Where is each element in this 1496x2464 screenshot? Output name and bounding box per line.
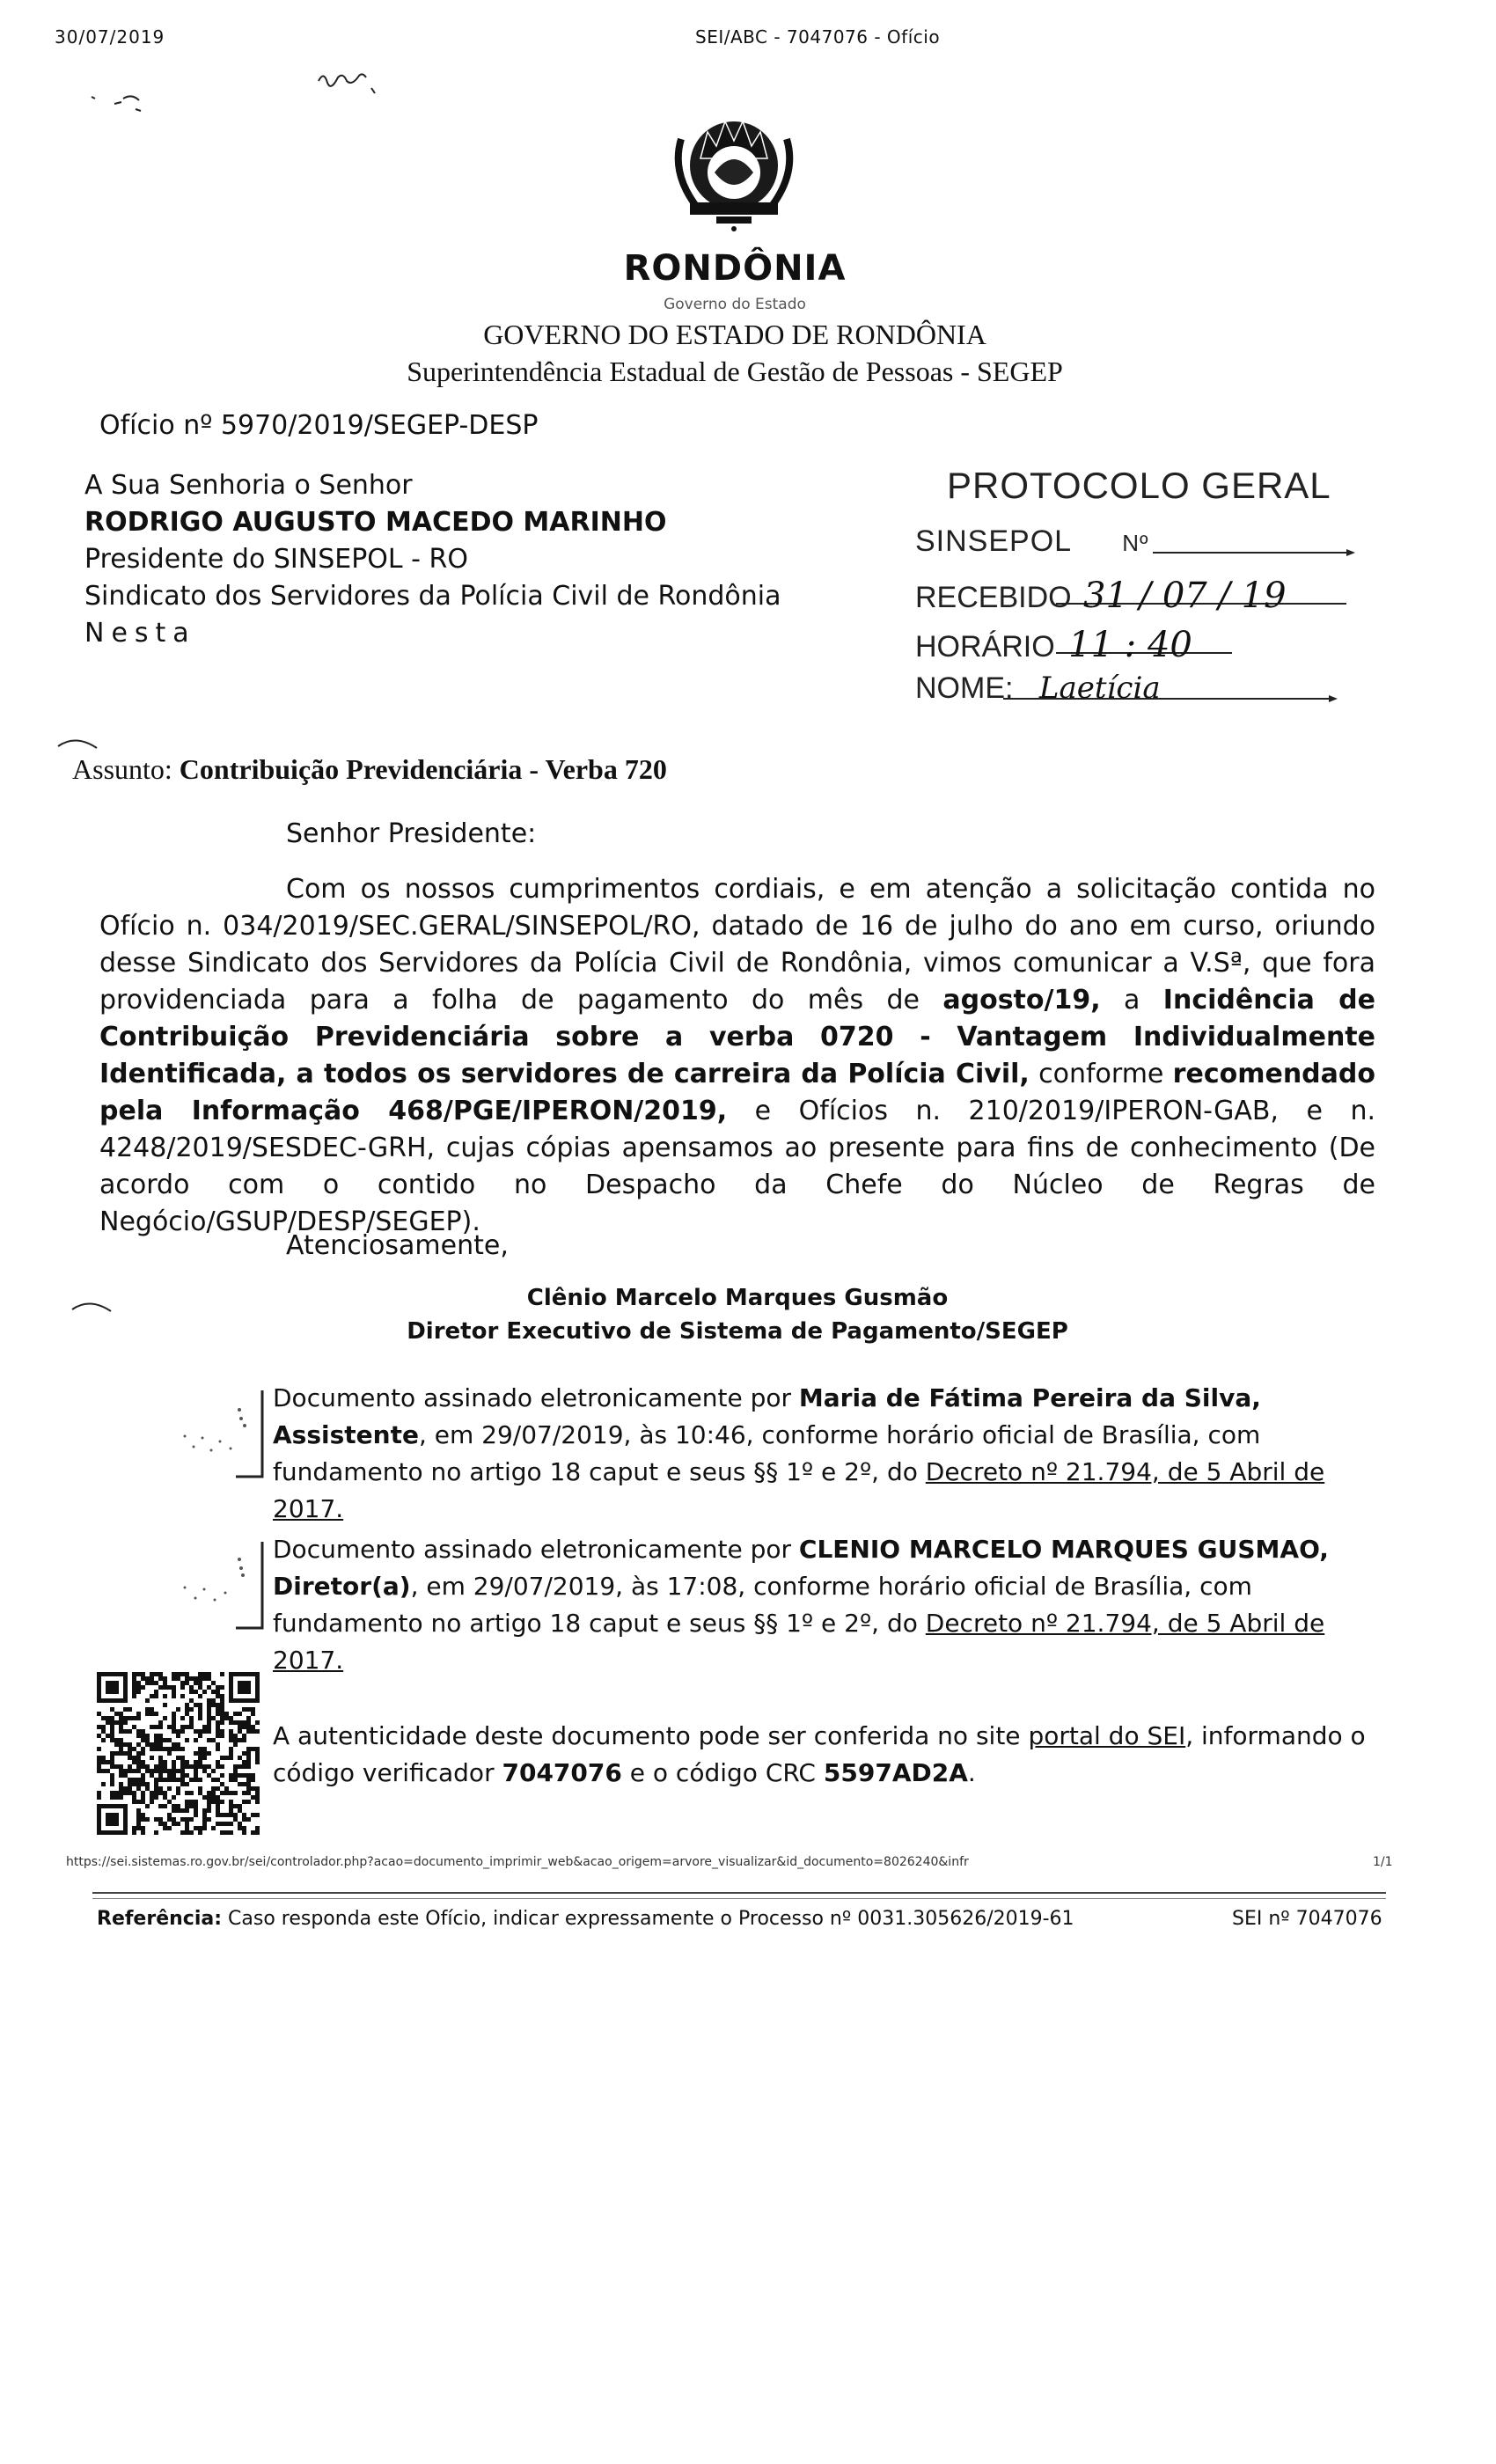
sei-portal-link[interactable]: portal do SEI xyxy=(1028,1721,1186,1750)
esig-text: Documento assinado eletronicamente por xyxy=(273,1535,799,1564)
stamp-received-value: 31 / 07 / 19 xyxy=(1083,576,1287,616)
print-page-number: 1/1 xyxy=(1373,1855,1393,1869)
body-emphasis: agosto/19, xyxy=(942,985,1101,1016)
reference-note xyxy=(97,1908,1074,1930)
stamp-received-line xyxy=(915,576,1287,616)
body-text: Com os nossos cumprimentos cordiais, e em atenção a solicitação contida no Ofício n. 034/2019/SEC.GERAL/SINSEPOL/RO, datado de 16 de julho do ano em curso, oriundo desse Sindicato dos Servidores da Polícia Civil de Rondônia, vimos comunicar a V.Sª, que fora providenciada para a folha de pagamento do mês de xyxy=(99,874,1375,1016)
stamp-time-line xyxy=(915,625,1192,665)
auth-text: . xyxy=(967,1758,976,1787)
agency-title: Superintendência Estadual de Gestão de Pessoas - SEGEP xyxy=(407,356,1063,387)
esig-signer: Maria de Fátima Pereira da Silva, Assistente xyxy=(273,1383,1261,1449)
government-title: GOVERNO DO ESTADO DE RONDÔNIA xyxy=(483,319,986,350)
footer-divider xyxy=(92,1898,1386,1899)
closing: Atenciosamente, xyxy=(286,1230,509,1261)
qr-code-icon xyxy=(97,1672,260,1835)
footer-divider xyxy=(92,1892,1386,1894)
stamp-time-label: HORÁRIO xyxy=(915,630,1055,664)
sei-number: SEI nº 7047076 xyxy=(1232,1908,1382,1930)
stamp-org-line xyxy=(915,524,1149,559)
body-emphasis: Incidência de Contribuição Previdenciária sobre a verba 0720 - Vantagem Individualmente Identificada, a todos os servidores de carreira da Polícia Civil, xyxy=(99,985,1375,1089)
coat-of-arms-icon xyxy=(664,104,804,236)
addressee-name: RODRIGO AUGUSTO MACEDO MARINHO xyxy=(84,507,667,538)
pen-mark xyxy=(55,734,107,752)
state-logo-text: RONDÔNIA xyxy=(623,248,847,289)
body-text: a xyxy=(1100,985,1163,1016)
addressee-organization: Sindicato dos Servidores da Polícia Civil de Rondônia xyxy=(84,581,781,612)
stamp-received-label: RECEBIDO xyxy=(915,581,1072,614)
stamp-name-value: Laetícia xyxy=(1038,671,1161,706)
body-paragraph xyxy=(99,871,1375,1241)
stamp-org-label: SINSEPOL xyxy=(915,524,1071,558)
stamp-name-label: NOME: xyxy=(915,671,1014,705)
print-date: 30/07/2019 xyxy=(55,26,165,48)
esig-text: Documento assinado eletronicamente por xyxy=(273,1383,799,1412)
subject-line xyxy=(72,753,667,786)
stamp-name-line xyxy=(915,671,1161,706)
stamp-number-label: Nº xyxy=(1122,530,1149,556)
addressee-location: Nesta xyxy=(84,618,196,649)
verification-code: 7047076 xyxy=(502,1758,622,1787)
body-text: e Ofícios n. 210/2019/IPERON-GAB, e n. 4248/2019/SESDEC-GRH, cujas cópias apensamos ao presente para fins de conhecimento (De acordo com o contido no Despacho da Chefe do Núcleo de Regras de Negócio/GSUP/DESP/SEGEP). xyxy=(99,1096,1375,1237)
esig-signer: CLENIO MARCELO MARQUES GUSMAO, Diretor(a) xyxy=(273,1535,1329,1601)
print-url: https://sei.sistemas.ro.gov.br/sei/controlador.php?acao=documento_imprimir_web&acao_origem=arvore_visualizar&id_documento=8026240&infr xyxy=(66,1855,969,1869)
signer-name: Clênio Marcelo Marques Gusmão xyxy=(526,1285,949,1311)
stamp-title: PROTOCOLO GERAL xyxy=(947,465,1331,506)
stamp-time-value: 11 : 40 xyxy=(1068,625,1192,665)
auth-text: e o código CRC xyxy=(621,1758,824,1787)
esig-text: , em 29/07/2019, às 10:46, conforme horário oficial de Brasília, com fundamento no artigo 18 caput e seus §§ 1º e 2º, do xyxy=(273,1420,1261,1486)
esig-text: , em 29/07/2019, às 17:08, conforme horário oficial de Brasília, com fundamento no artigo 18 caput e seus §§ 1º e 2º, do xyxy=(273,1572,1252,1638)
subject-text: Contribuição Previdenciária - Verba 720 xyxy=(179,753,667,785)
addressee-role: Presidente do SINSEPOL - RO xyxy=(84,544,468,575)
decree-link[interactable]: Decreto nº 21.794, de 5 Abril de 2017. xyxy=(273,1609,1325,1675)
authenticity-notice xyxy=(273,1718,1382,1792)
decree-link[interactable]: Decreto nº 21.794, de 5 Abril de 2017. xyxy=(273,1457,1325,1523)
state-logo-subtitle: Governo do Estado xyxy=(664,296,806,313)
auth-text: , informando o código verificador xyxy=(273,1721,1366,1787)
electronic-signature-1 xyxy=(273,1380,1382,1528)
salutation: Senhor Presidente: xyxy=(286,818,537,849)
auth-text: A autenticidade deste documento pode ser conferida no site xyxy=(273,1721,1029,1750)
body-emphasis: recomendado pela Informação 468/PGE/IPERON/2019, xyxy=(99,1059,1375,1126)
body-text: conforme xyxy=(1029,1059,1173,1089)
oficio-number: Ofício nº 5970/2019/SEGEP-DESP xyxy=(99,410,539,441)
subject-label: Assunto: xyxy=(72,753,172,785)
reference-label: Referência: xyxy=(97,1908,223,1930)
electronic-signature-icon xyxy=(176,1383,273,1480)
addressee-salutation: A Sua Senhoria o Senhor xyxy=(84,470,413,501)
handwritten-scribble xyxy=(88,62,422,114)
electronic-signature-2 xyxy=(273,1531,1382,1679)
crc-code: 5597AD2A xyxy=(823,1758,968,1787)
reference-text: Caso responda este Ofício, indicar expressamente o Processo nº 0031.305626/2019-61 xyxy=(222,1908,1074,1930)
electronic-signature-icon xyxy=(176,1535,273,1632)
signer-title: Diretor Executivo de Sistema de Pagamento/SEGEP xyxy=(407,1318,1068,1345)
print-header-title: SEI/ABC - 7047076 - Ofício xyxy=(695,26,941,48)
